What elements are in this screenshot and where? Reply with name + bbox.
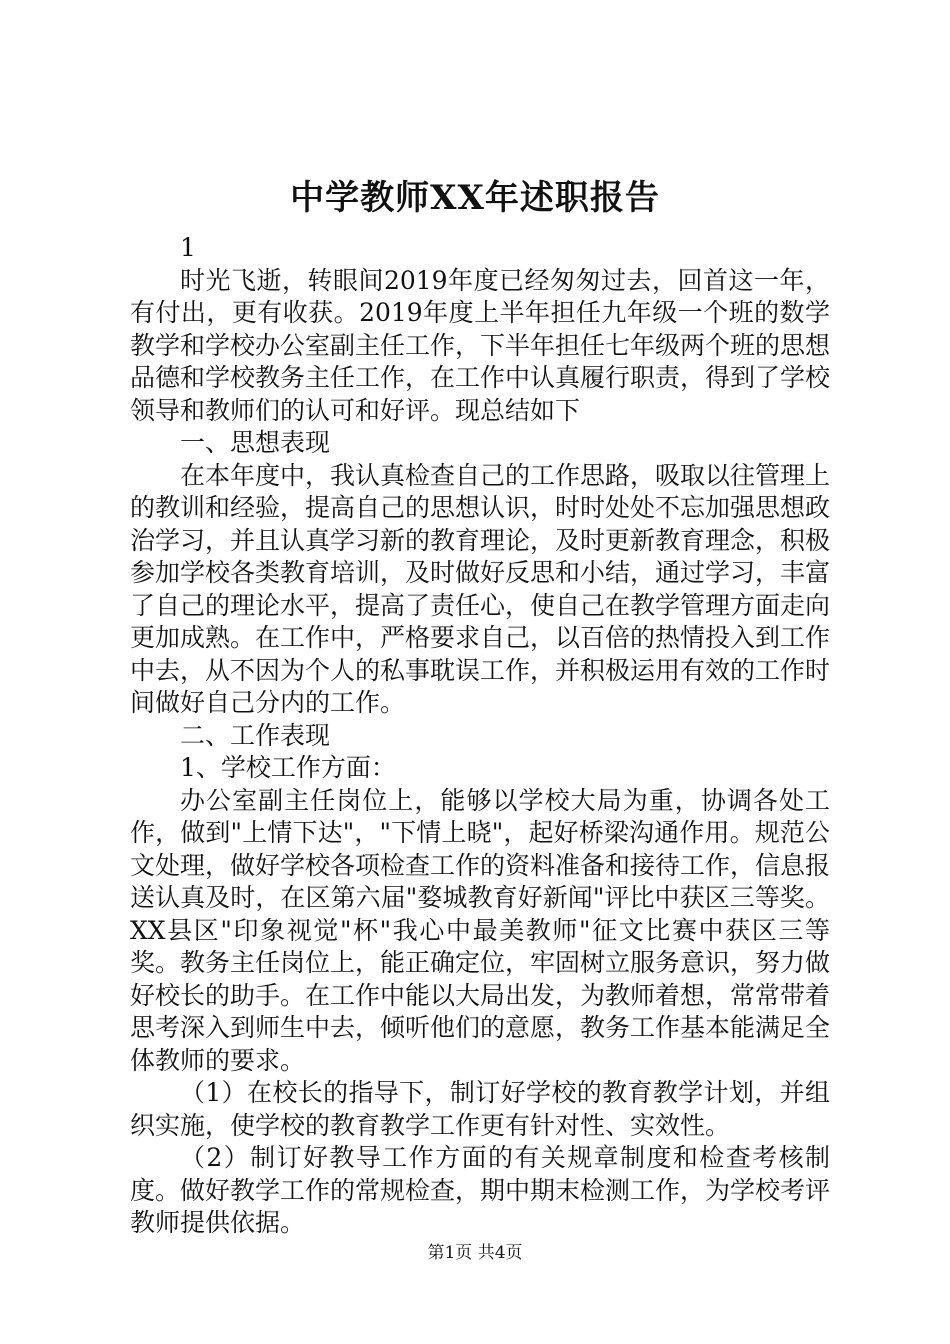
subheading-school-work: 1、学校工作方面： [180,753,396,782]
page-footer: 第1页 共4页 [427,1243,523,1263]
thought-paragraph: 在本年度中，我认真检查自己的工作思路，吸取以往管理上的教训和经验，提高自己的思想认识，时时处处不忘加强思想政治学习，并且认真学习新的教育理论，及时更新教育理念，积极参加学校各类教育培训，及时做好反思和小结，通过学习，丰富了自己的理论水平，提高了责任心，使自己在教学管理方面走向更加成熟。在工作中，严格要求自己，以百倍的热情投入到工作中去，从不因为个人的私事耽误工作，并积极运用有效的工作时间做好自己分内的工作。 [130,460,831,717]
intro-paragraph: 时光飞逝，转眼间2019年度已经匆匆过去，回首这一年，有付出，更有收获。2019年度上半年担任九年级一个班的数学教学和学校办公室副主任工作，下半年担任七年级两个班的思想品德和学校教务主任工作，在工作中认真履行职责，得到了学校领导和教师们的认可和好评。现总结如下 [130,265,831,425]
heading-work: 二、工作表现 [180,720,331,750]
document-title: 中学教师XX年述职报告 [290,178,660,218]
item-1-paragraph: （1）在校长的指导下，制订好学校的教育教学计划，并组织实施，使学校的教育教学工作更有针对性、实效性。 [130,1078,830,1140]
school-work-paragraph: 办公室副主任岗位上，能够以学校大局为重，协调各处工作，做到"上情下达"，"下情上晓"，起好桥梁沟通作用。规范公文处理，做好学校各项检查工作的资料准备和接待工作，信息报送认真及时，在区第六届"婺城教育好新闻"评比中获区三等奖。XX县区"印象视觉"杯"我心中最美教师"征文比赛中获区三等奖。教务主任岗位上，能正确定位，牢固树立服务意识，努力做好校长的助手。在工作中能以大局出发，为教师着想，常常带着思考深入到师生中去，倾听他们的意愿，教务工作基本能满足全体教师的要求。 [130,785,831,1075]
item-2-paragraph: （2）制订好教导工作方面的有关规章制度和检查考核制度。做好教学工作的常规检查，期中期末检测工作，为学校考评教师提供依据。 [130,1143,831,1237]
document-body [130,232,830,1240]
section-number: 1 [180,233,196,262]
heading-thought: 一、思想表现 [180,428,331,457]
